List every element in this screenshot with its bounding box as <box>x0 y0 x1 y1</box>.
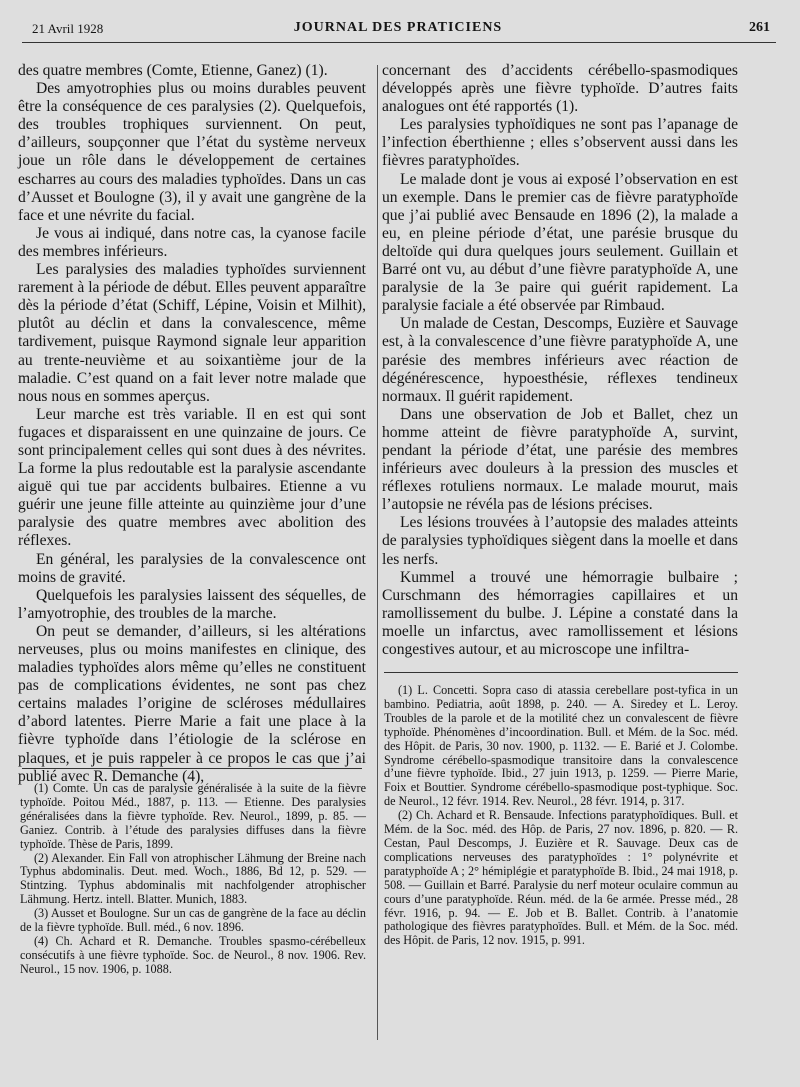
paragraph: Quelquefois les paralysies laissent des séquelles, de l’amyotrophie, des troubles de la marche. <box>18 586 366 622</box>
paragraph: Leur marche est très variable. Il en est qui sont fugaces et disparaissent en une quinzaine de jours. Ce sont principalement celles qui sont dues à des névrites. La forme la plus redoutable est la paralysie ascendante aiguë qui tue par accidents bulbaires. Etienne a vu guérir une jeune fille atteinte au quinzième jour d’une paralysie des quatre membres avec abolition des réflexes. <box>18 405 366 550</box>
footnote: (2) Alexander. Ein Fall von atrophischer Lähmung der Breine nach Typhus abdominalis. Deut. med. Woch., 1886, Bd 12, p. 529. — Stintzing. Typhus abdominalis mit nachfolgender atrophischer Lähmung. Hertz. intell. Blatter. Munich, 1883. <box>20 850 366 907</box>
footnote: (1) Comte. Un cas de paralysie généralisée à la suite de la fièvre typhoïde. Poitou Méd., 1887, p. 113. — Etienne. Des paralysies généralisées dans la fièvre typhoïde. Rev. Neurol., 1899, p. 85. — Ganiez. Contrib. à l’étude des paralysies diffuses dans la fièvre typhoïde. Thèse de Paris, 1899. <box>20 781 366 851</box>
paragraph: Un malade de Cestan, Descomps, Euzière et Sauvage est, à la convalescence d’une fièvre paratyphoïde A, une parésie des membres inférieurs avec réaction de dégénérescence, hypoesthésie, réflexes tendineux normaux. Il guérit rapidement. <box>382 315 738 405</box>
paragraph: Les paralysies des maladies typhoïdes surviennent rarement à la période de début. Elles peuvent apparaître dès la période d’état (Schiff, Lépine, Voisin et Milhit), plutôt au déclin et dans la convalescence, même tardivement, puisque Raymond signale leur apparition au trente-neuvième et au soixantième jour de la maladie. C’est quand on a fait lever notre malade que nous nous en sommes aperçus. <box>18 261 366 405</box>
page-number: 261 <box>749 20 770 35</box>
footnote: (3) Ausset et Boulogne. Sur un cas de gangrène de la face au déclin de la fièvre typhoïde. Bull. méd., 6 nov. 1896. <box>20 906 366 935</box>
paragraph: Les lésions trouvées à l’autopsie des malades atteints de paralysies typhoïdiques siègent dans la moelle et dans les nerfs. <box>382 514 738 568</box>
header-rule <box>22 42 776 43</box>
paragraph: des quatre membres (Comte, Etienne, Ganez) (1). <box>18 62 328 79</box>
footnote: (1) L. Concetti. Sopra caso di atassia cerebellare post-tyfica in un bambino. Pediatria, août 1898, p. 240. — A. Siredey et L. Leroy. Troubles de la parole et de la motilité chez un convalescent de fièvre typhoïde. Phénomènes d’incoordination. Bull. et Mém. de la Soc. méd. des Hôpit. de Paris, 30 nov. 1900, p. 1132. — E. Barié et J. Colombe. Syndrome cérébello-spasmodique transitoire dans la convalescence d’une fièvre typhoïde. Ibid., 27 juin 1913, p. 1259. — Pierre Marie, Foix et Bouttier. Syndrome cérébello-spasmodique post-typhique. Soc. de Neurol., 12 févr. 1914. Rev. Neurol., 28 févr. 1914, p. 317. <box>384 683 738 809</box>
running-header <box>18 18 778 40</box>
paragraph: concernant des d’accidents cérébello-spasmodiques développés après une fièvre typhoïde. D’autres faits analogues ont été rapportés (1). <box>382 62 738 116</box>
right-footnotes <box>384 684 738 948</box>
left-column-text <box>18 62 366 786</box>
journal-title: JOURNAL DES PRATICIENS <box>293 20 503 35</box>
issue-date: 21 Avril 1928 <box>32 21 104 36</box>
right-column-text <box>382 62 738 659</box>
paragraph: Des amyotrophies plus ou moins durables peuvent être la conséquence de ces paralysies (2). Quelquefois, des troubles trophiques surviennent. On peut, d’ailleurs, soupçonner que l’état du système nerveux joue un rôle dans le développement de certaines escharres au cours des maladies typhoïdes. Dans un cas d’Ausset et Boulogne (3), il y avait une gangrène de la face et une névrite du facial. <box>18 80 366 224</box>
footnote: (4) Ch. Achard et R. Demanche. Troubles spasmo-cérébelleux consécutifs à une fièvre typhoïde. Soc. de Neurol., 8 nov. 1906. Rev. Neurol., 15 nov. 1906, p. 1088. <box>20 933 366 976</box>
left-footnotes <box>20 782 366 977</box>
column-divider <box>377 65 378 1040</box>
footnote-rule <box>22 768 362 769</box>
paragraph: En général, les paralysies de la convalescence ont moins de gravité. <box>18 550 366 586</box>
footnote-rule <box>384 672 738 673</box>
paragraph: On peut se demander, d’ailleurs, si les altérations nerveuses, plus ou moins manifestes en clinique, des maladies typhoïdes alors même qu’elles ne constituent pas de complications évidentes, ne sont pas chez certains malades l’origine de scléroses médullaires d’abord latentes. Pierre Marie a fait une place à la fièvre typhoïde dans l’étiologie de la sclérose en plaques, et je puis rappeler à ce propos le cas que j’ai publié avec R. Demanche (4), <box>18 622 366 785</box>
paragraph: Dans une observation de Job et Ballet, chez un homme atteint de fièvre paratyphoïde A, survint, pendant la période d’état, une parésie des membres inférieurs avec douleurs à la pression des muscles et réflexes rotuliens normaux. Le malade mourut, mais l’autopsie ne révéla pas de lésions précises. <box>382 405 738 514</box>
footnote: (2) Ch. Achard et R. Bensaude. Infections paratyphoïdiques. Bull. et Mém. de la Soc. méd. des Hôp. de Paris, 27 nov. 1896, p. 820. — R. Cestan, Paul Descomps, J. Euzière et R. Sauvage. Deux cas de complications nerveuses des paratyphoïdes : 1° polynévrite et paratyphoïde A ; 2° hémiplégie et paratyphoïde B. Ibid., 24 mai 1918, p. 508. — Guillain et Barré. Paralysie du nerf moteur oculaire commun au cours d’une paratyphoïde. Réun. méd. de la 6e armée. Presse méd., 28 févr. 1916, p. 94. — E. Job et B. Ballet. Contrib. à l’anatomie pathologique des fièvres paratyphoïdes. Bull. et Mém. de la Soc. méd. des Hôpit. de Paris, 12 nov. 1915, p. 991. <box>384 808 738 948</box>
paragraph: Les paralysies typhoïdiques ne sont pas l’apanage de l’infection éberthienne ; elles s’observent aussi dans les fièvres paratyphoïdes. <box>382 116 738 170</box>
paragraph: Le malade dont je vous ai exposé l’observation en est un exemple. Dans le premier cas de fièvre paratyphoïde que j’ai publié avec Bensaude en 1896 (2), la malade a eu, en pleine période d’état, une parésie brusque du deltoïde qui dura quelques jours seulement. Guillain et Barré ont vu, au début d’une fièvre paratyphoïde A, une paralysie de la 3e paire qui guérit rapidement. La paralysie faciale a été observée par Rimbaud. <box>382 170 738 315</box>
paragraph: Kummel a trouvé une hémorragie bulbaire ; Curschmann des hémorragies capillaires et un ramollissement du bulbe. J. Lépine a constaté dans la moelle un infarctus, avec ramollissement et lésions congestives autour, et au microscope une infiltra- <box>382 568 738 658</box>
paragraph: Je vous ai indiqué, dans notre cas, la cyanose facile des membres inférieurs. <box>18 224 366 260</box>
